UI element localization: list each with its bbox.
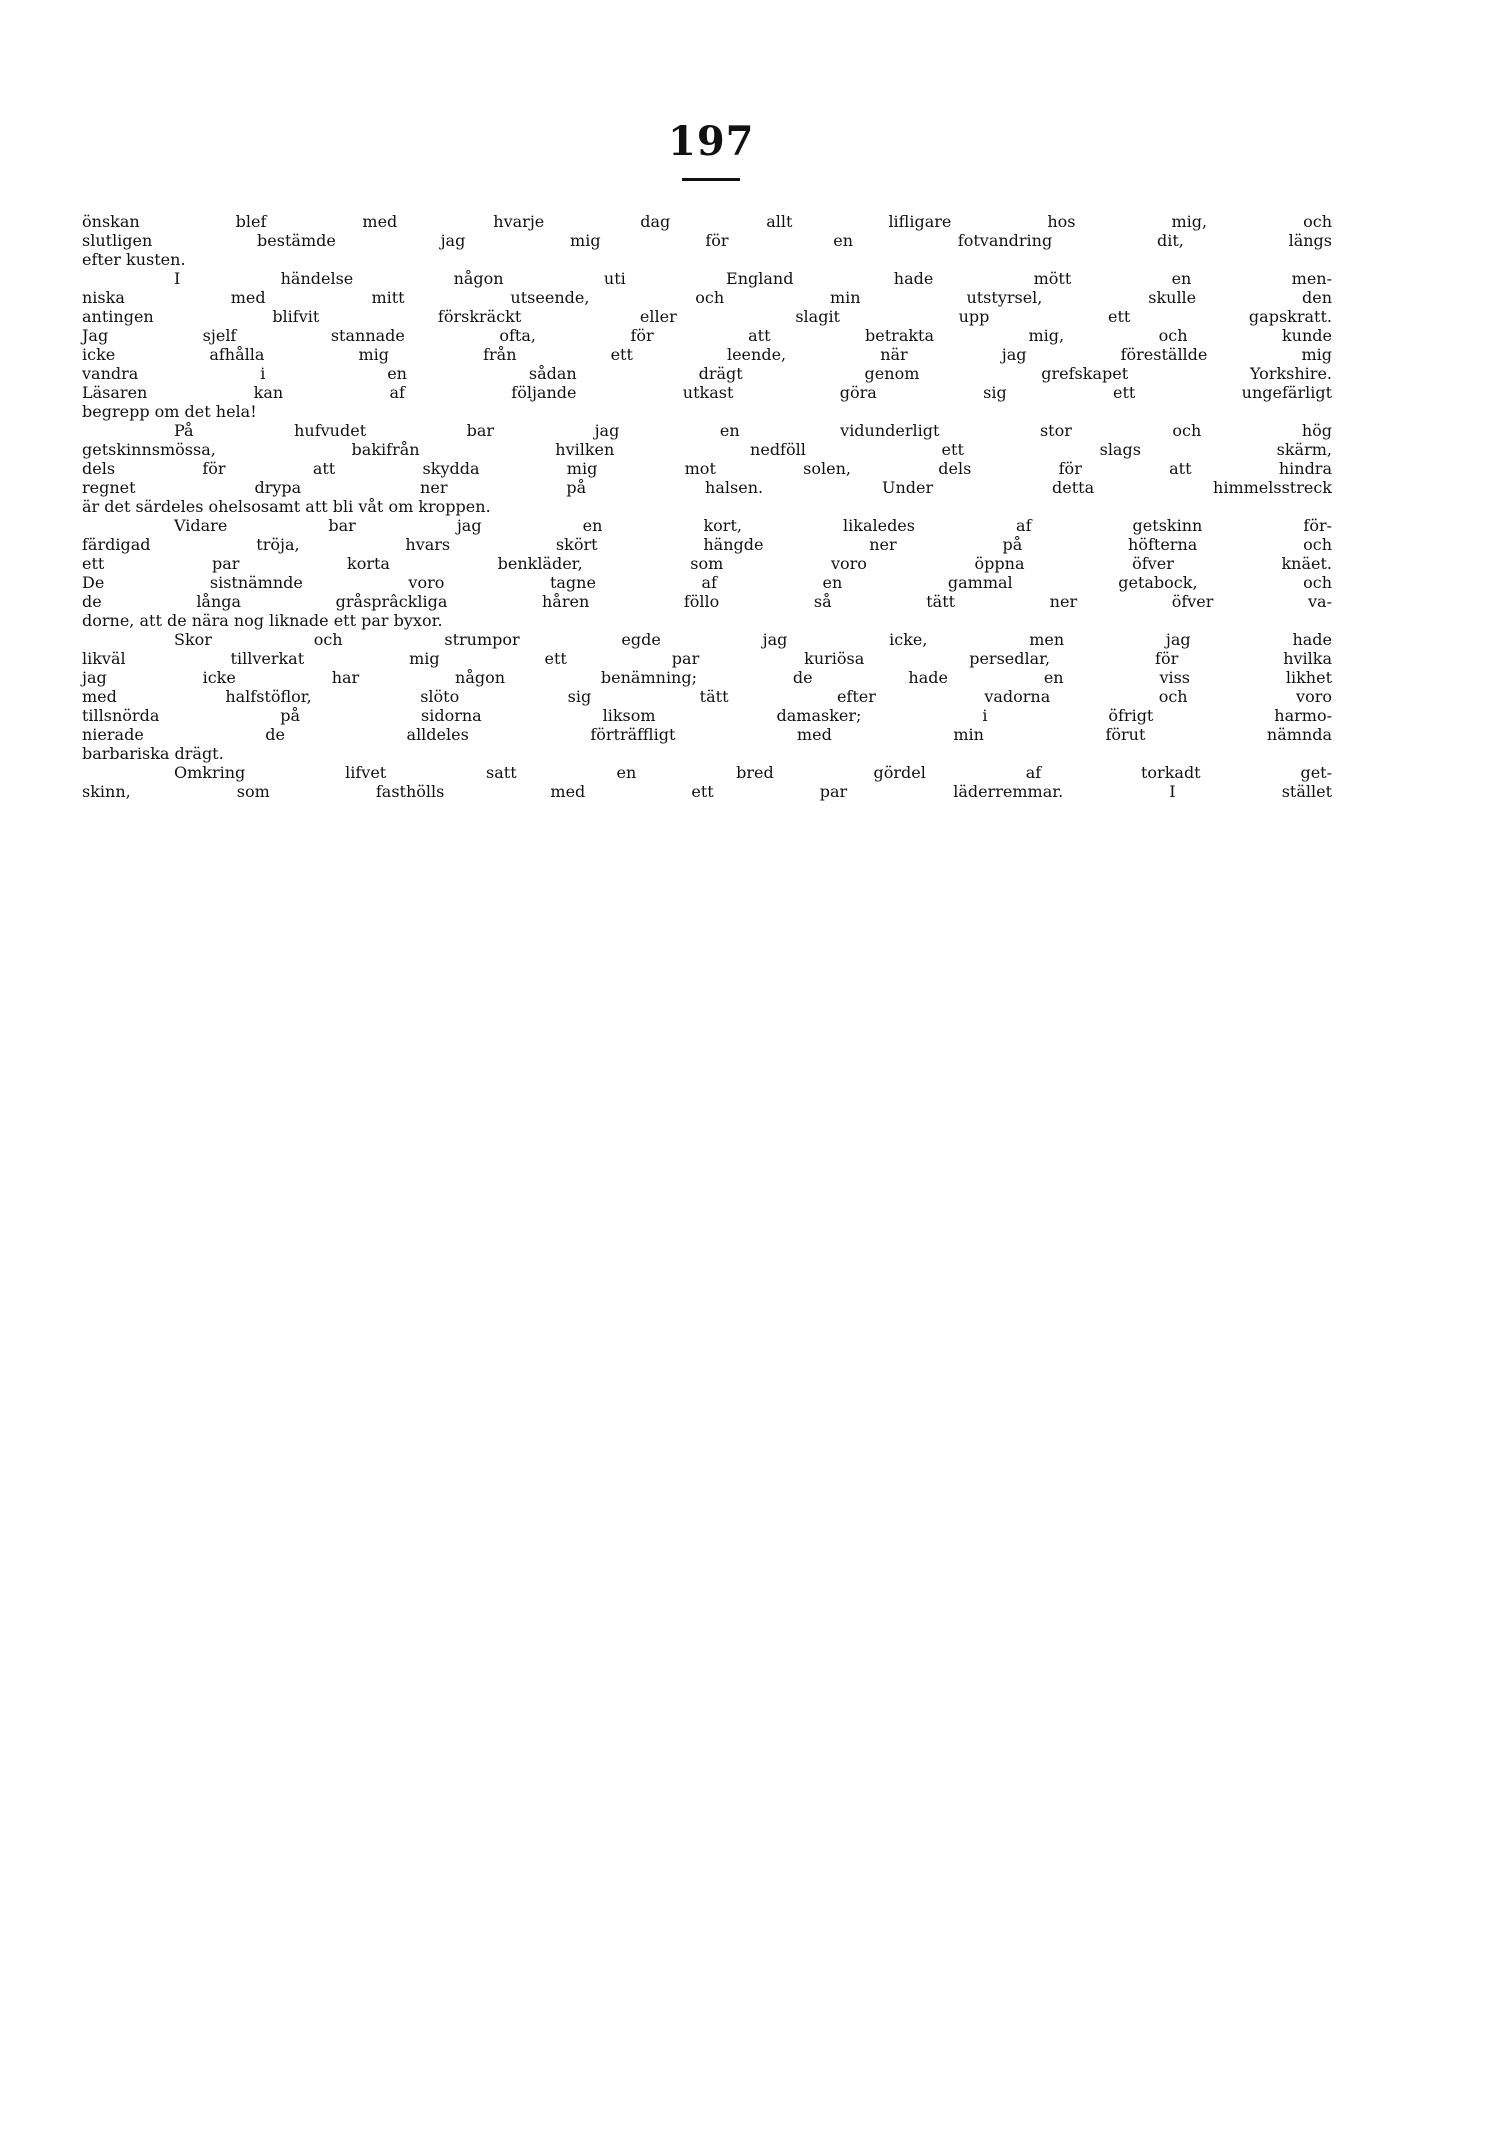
text-line: önskan blef med hvarje dag allt lifligare hos mig, och <box>82 212 1332 231</box>
text-line: tillsnörda på sidorna liksom damasker; i öfrigt harmo- <box>82 706 1332 725</box>
page-number-rule <box>682 178 740 181</box>
text-line: likväl tillverkat mig ett par kuriösa persedlar, för hvilka <box>82 649 1332 668</box>
text-line: Jag sjelf stannade ofta, för att betrakta mig, och kunde <box>82 326 1332 345</box>
text-line: nierade de alldeles förträffligt med min förut nämnda <box>82 725 1332 744</box>
text-line: niska med mitt utseende, och min utstyrsel, skulle den <box>82 288 1332 307</box>
text-line: I händelse någon uti England hade mött en men- <box>174 269 1332 288</box>
text-line: barbariska drägt. <box>82 744 224 763</box>
text-line: färdigad tröja, hvars skört hängde ner på höfterna och <box>82 535 1332 554</box>
page-number: 197 <box>668 118 755 165</box>
text-line: med halfstöflor, slöto sig tätt efter vadorna och voro <box>82 687 1332 706</box>
text-line: Skor och strumpor egde jag icke, men jag hade <box>174 630 1332 649</box>
text-line: Vidare bar jag en kort, likaledes af getskinn för- <box>174 516 1332 535</box>
text-line: getskinnsmössa, bakifrån hvilken nedföll ett slags skärm, <box>82 440 1332 459</box>
text-line: ett par korta benkläder, som voro öppna öfver knäet. <box>82 554 1332 573</box>
text-line: är det särdeles ohelsosamt att bli våt om kroppen. <box>82 497 491 516</box>
text-line: slutligen bestämde jag mig för en fotvandring dit, längs <box>82 231 1332 250</box>
text-line: icke afhålla mig från ett leende, när jag föreställde mig <box>82 345 1332 364</box>
text-line: Läsaren kan af följande utkast göra sig ett ungefärligt <box>82 383 1332 402</box>
text-line: begrepp om det hela! <box>82 402 257 421</box>
text-line: de långa gråsprâckliga håren föllo så tätt ner öfver va- <box>82 592 1332 611</box>
text-line: regnet drypa ner på halsen. Under detta himmelsstreck <box>82 478 1332 497</box>
text-line: På hufvudet bar jag en vidunderligt stor och hög <box>174 421 1332 440</box>
text-line: Omkring lifvet satt en bred gördel af torkadt get- <box>174 763 1332 782</box>
body-text <box>82 212 1332 801</box>
text-line: efter kusten. <box>82 250 186 269</box>
text-line: jag icke har någon benämning; de hade en viss likhet <box>82 668 1332 687</box>
text-line: antingen blifvit förskräckt eller slagit upp ett gapskratt. <box>82 307 1332 326</box>
text-line: skinn, som fasthölls med ett par läderremmar. I stället <box>82 782 1332 801</box>
text-line: dorne, att de nära nog liknade ett par byxor. <box>82 611 443 630</box>
text-line: De sistnämnde voro tagne af en gammal getabock, och <box>82 573 1332 592</box>
text-line: vandra i en sådan drägt genom grefskapet Yorkshire. <box>82 364 1332 383</box>
text-line: dels för att skydda mig mot solen, dels för att hindra <box>82 459 1332 478</box>
